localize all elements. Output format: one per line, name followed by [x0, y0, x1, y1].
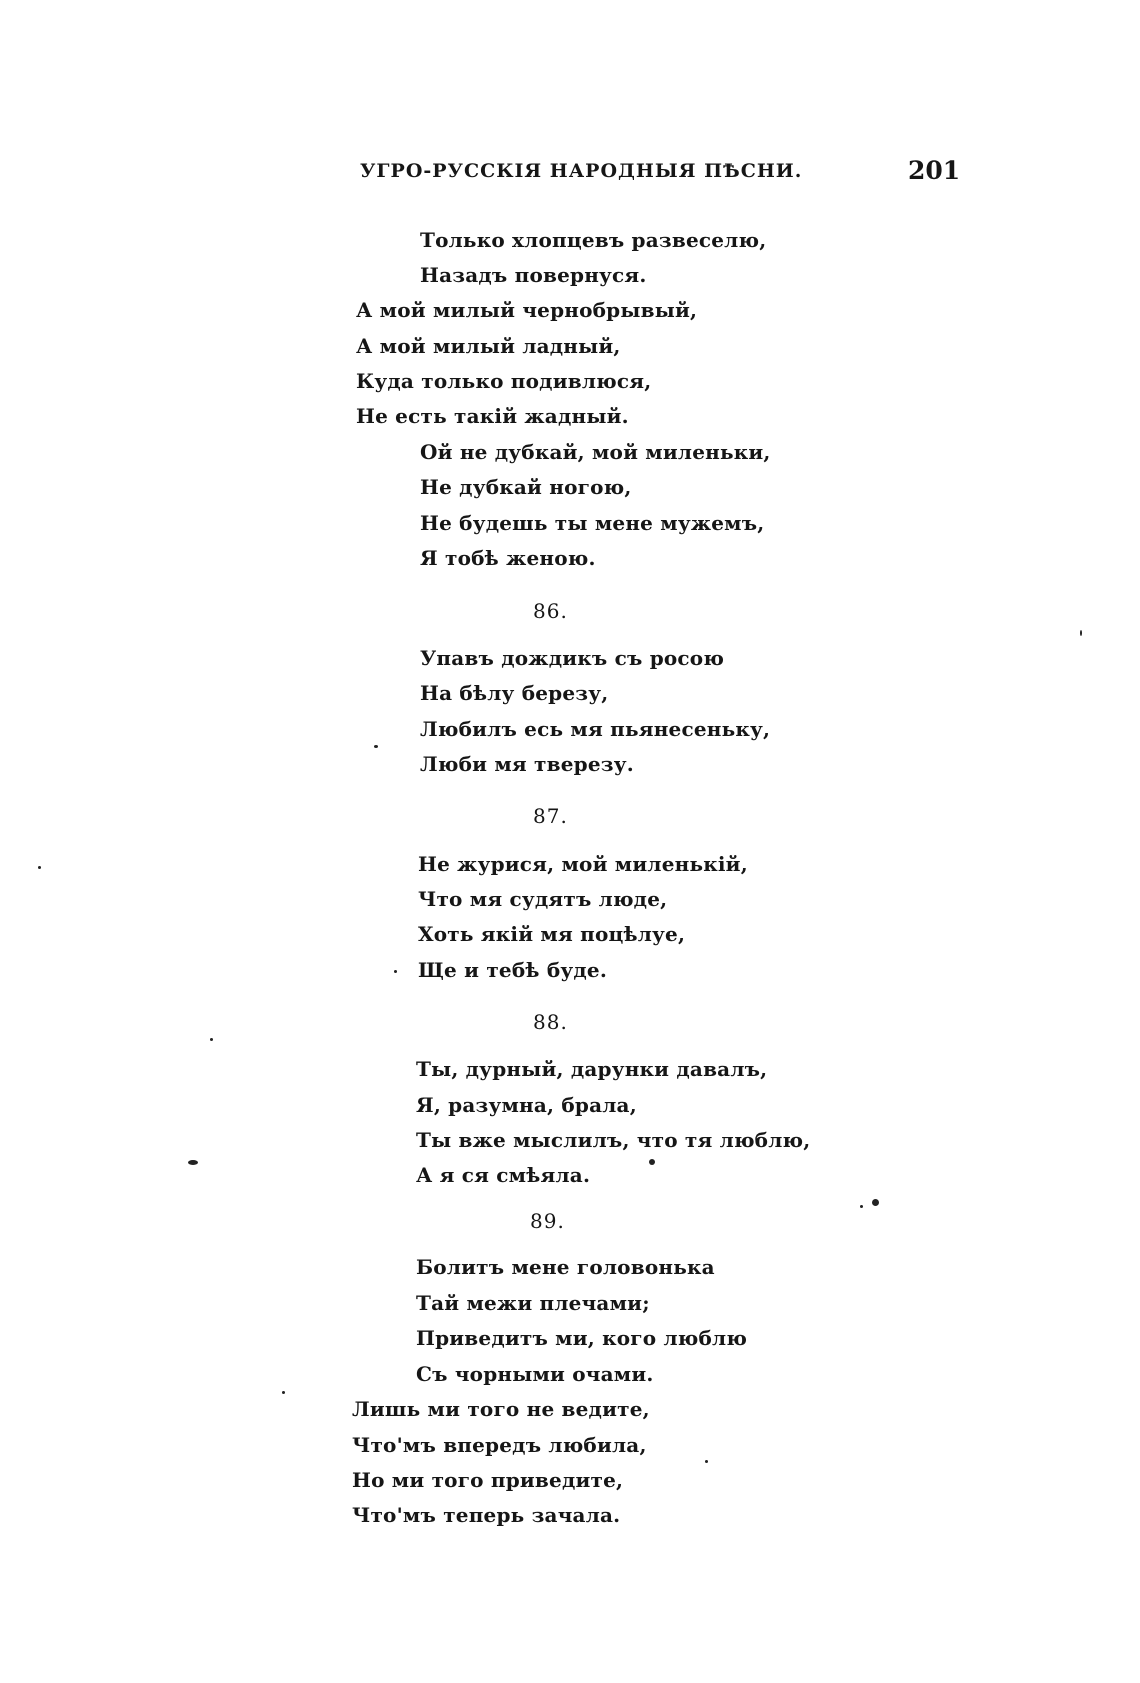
verse-line: Не будешь ты мене мужемъ, — [420, 511, 765, 535]
running-title: УГРО-РУССКІЯ НАРОДНЫЯ ПѢСНИ. — [360, 160, 803, 182]
verse-line: Любилъ есь мя пьянесеньку, — [420, 717, 771, 741]
song-number: 87. — [533, 804, 568, 828]
verse-line: Тай межи плечами; — [416, 1291, 650, 1315]
page-number: 201 — [908, 156, 961, 185]
verse-line: А мой милый ладный, — [356, 334, 621, 358]
verse-line: Ты вже мыслилъ, что тя люблю, — [416, 1128, 811, 1152]
verse-line: Я, разумна, брала, — [416, 1093, 637, 1117]
verse-line: Но ми того приведите, — [352, 1468, 624, 1492]
scan-speck — [872, 1199, 879, 1206]
scan-speck — [705, 1460, 708, 1463]
song-number: 88. — [533, 1010, 568, 1034]
verse-line: Не дубкай ногою, — [420, 475, 632, 499]
verse-line: Что'мъ теперь зачала. — [352, 1503, 621, 1527]
verse-line: Ще и тебѣ буде. — [418, 958, 607, 982]
verse-line: А мой милый чернобрывый, — [356, 298, 698, 322]
scan-speck — [374, 745, 378, 748]
song-number: 86. — [533, 599, 568, 623]
verse-line: Только хлопцевъ развеселю, — [420, 228, 767, 252]
song-number: 89. — [530, 1209, 565, 1233]
verse-line: Не журися, мой миленькій, — [418, 852, 748, 876]
scan-speck — [860, 1205, 863, 1208]
verse-line: Ой не дубкай, мой миленьки, — [420, 440, 771, 464]
scan-speck — [188, 1160, 198, 1165]
verse-line: Хоть якій мя поцѣлуе, — [418, 922, 686, 946]
scan-speck — [649, 1159, 655, 1165]
scan-speck — [394, 970, 397, 973]
verse-line: Упавъ дождикъ съ росою — [420, 646, 725, 670]
scan-speck — [38, 866, 41, 869]
verse-line: Что'мъ впередъ любила, — [352, 1433, 647, 1457]
verse-line: Люби мя тверезу. — [420, 752, 634, 776]
verse-line: А я ся смѣяла. — [416, 1163, 591, 1187]
scan-speck — [282, 1391, 285, 1394]
verse-line: Съ чорными очами. — [416, 1362, 654, 1386]
verse-line: Что мя судятъ люде, — [418, 887, 668, 911]
verse-line: Куда только подивлюся, — [356, 369, 652, 393]
verse-line: Ты, дурный, дарунки давалъ, — [416, 1057, 768, 1081]
verse-line: Болитъ мене головонька — [416, 1255, 715, 1279]
verse-line: Назадъ повернуся. — [420, 263, 647, 287]
verse-line: Лишь ми того не ведите, — [352, 1397, 650, 1421]
verse-line: Приведитъ ми, кого люблю — [416, 1326, 748, 1350]
verse-line: Не есть такій жадный. — [356, 404, 629, 428]
verse-line: На бѣлу березу, — [420, 681, 609, 705]
scan-speck — [1080, 630, 1082, 636]
scan-speck — [210, 1038, 213, 1041]
verse-line: Я тобѣ женою. — [420, 546, 596, 570]
